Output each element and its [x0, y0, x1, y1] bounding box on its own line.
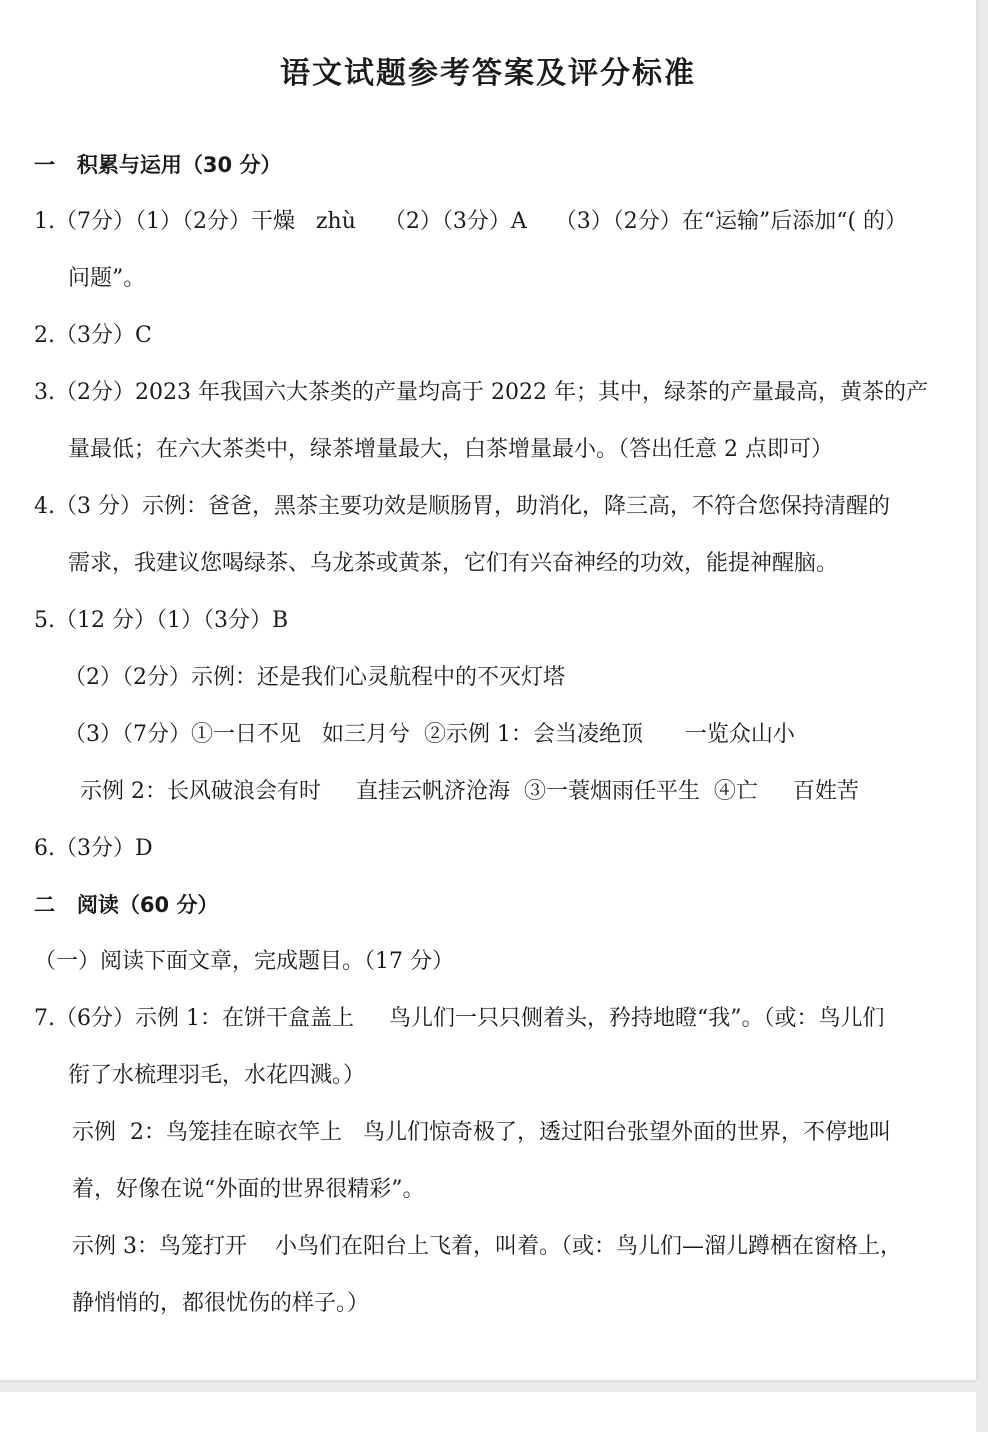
answer-line: 问题”。: [68, 266, 146, 291]
answer-line: （3）（7分）①一日不见 如三月兮 ②示例 1：会当凌绝顶 一览众山小: [64, 722, 795, 747]
answer-line: 3.（2分）2023 年我国六大茶类的产量均高于 2022 年；其中，绿茶的产量最高，黄茶的产: [34, 380, 928, 405]
answer-line: 1.（7分）（1）（2分）干燥 zhù （2）（3分）A （3）（2分）在“运输”后添加“( 的）: [34, 209, 908, 234]
answer-line: 着，好像在说“外面的世界很精彩”。: [72, 1177, 425, 1202]
section-heading-1: 一 积累与运用（30 分）: [34, 153, 282, 177]
answer-line: 5.（12 分）（1）（3分）B: [34, 608, 289, 633]
answer-line: 衔了水梳理羽毛，水花四溅。）: [68, 1063, 366, 1088]
answer-line: 6.（3分）D: [34, 836, 153, 861]
answer-line: 2.（3分）C: [34, 323, 152, 348]
next-page-edge: [0, 1392, 976, 1432]
answer-line: 示例 2：鸟笼挂在晾衣竿上 鸟儿们惊奇极了，透过阳台张望外面的世界，不停地叫: [72, 1120, 891, 1145]
answer-line: 示例 2：长风破浪会有时 直挂云帆济沧海 ③一蓑烟雨任平生 ④亡 百姓苦: [80, 779, 859, 804]
answer-line: 示例 3：鸟笼打开 小鸟们在阳台上飞着，叫着。（或：鸟儿们—溜儿蹲栖在窗格上，: [72, 1234, 902, 1259]
answer-line: 4.（3 分）示例：爸爸，黑茶主要功效是顺肠胃，助消化，降三高，不符合您保持清醒的: [34, 494, 890, 519]
answer-line: 7.（6分）示例 1：在饼干盒盖上 鸟儿们一只只侧着头，矜持地瞪“我”。（或：鸟儿们: [34, 1006, 885, 1031]
document-title: 语文试题参考答案及评分标准: [280, 56, 696, 91]
subsection-heading: （一）阅读下面文章，完成题目。（17 分）: [34, 949, 454, 974]
answer-line: 量最低；在六大茶类中，绿茶增量最大，白茶增量最小。（答出任意 2 点即可）: [68, 437, 833, 462]
answer-line: 需求，我建议您喝绿茶、乌龙茶或黄茶，它们有兴奋神经的功效，能提神醒脑。: [68, 551, 839, 576]
answer-line: 静悄悄的，都很忧伤的样子。）: [72, 1291, 370, 1316]
section-heading-2: 二 阅读（60 分）: [34, 893, 219, 917]
answer-line: （2）（2分）示例：还是我们心灵航程中的不灭灯塔: [64, 665, 565, 690]
